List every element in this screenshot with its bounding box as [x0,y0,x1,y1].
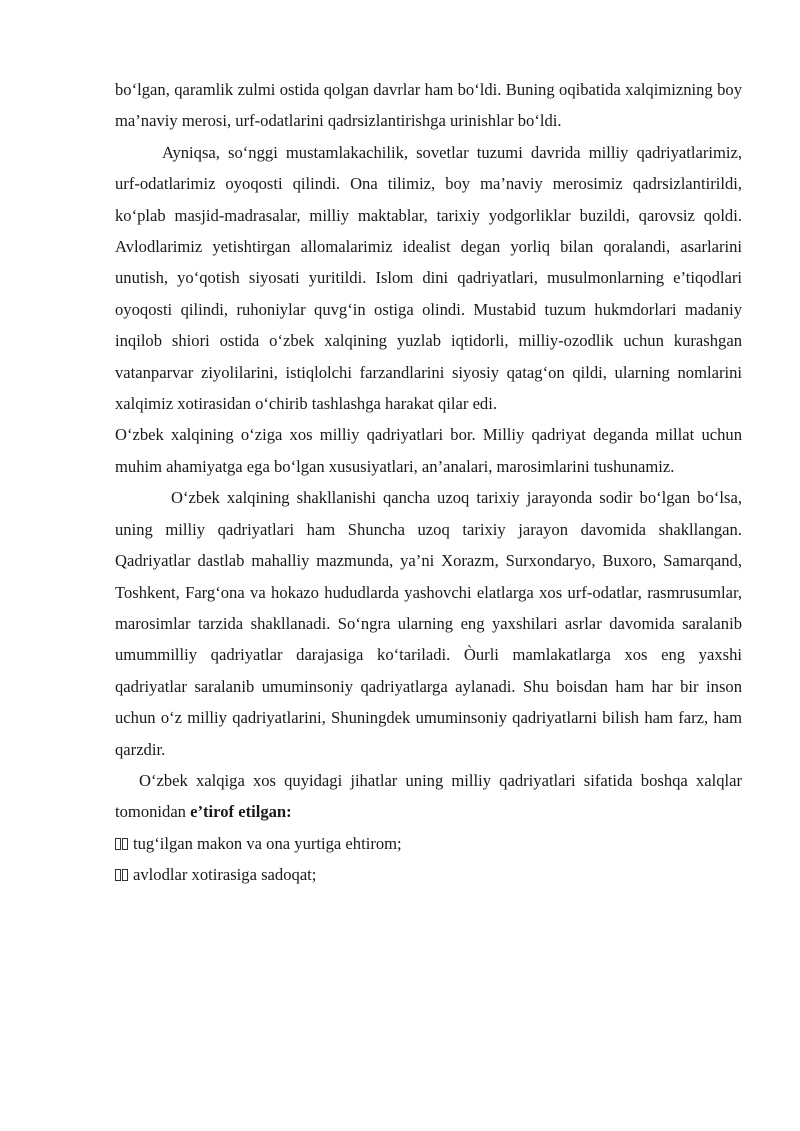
paragraph-5-text: O‘zbek xalqiga xos quyidagi jihatlar uning milliy qadriyatlari sifatida boshqa xalqlar tomonidan [115,770,742,822]
missing-glyph-icon [115,828,133,859]
paragraph-5-bold: e’tirof etilgan: [190,802,292,822]
document-page [115,74,742,891]
bullet-item-2-text: avlodlar xotirasiga sadoqat; [133,865,317,885]
bullet-item-1 [115,828,742,859]
paragraph-5 [115,765,742,828]
paragraph-2: Ayniqsa, so‘nggi mustamlakachilik, sovetlar tuzumi davrida milliy qadriyatlarimiz, urf-odatlarimiz oyoqosti qilindi. Ona tilimiz, boy ma’naviy merosimiz qadrsizlantirildi, ko‘plab masjid-madrasalar, milliy maktablar, tarixiy yodgorliklar buzildi, qarovsiz qoldi. Avlodlarimiz yetishtirgan allomalarimiz idealist degan yorliq bilan qoralandi, asarlarini unutish, yo‘qotish siyosati yuritildi. Islom dini qadriyatlari, musulmonlarning e’tiqodlari oyoqosti qilindi, ruhoniylar quvg‘in ostiga olindi. Mustabid tuzum hukmdorlari madaniy inqilob shiori ostida o‘zbek xalqining yuzlab iqtidorli, milliy-ozodlik uchun kurashgan vatanparvar ziyolilarini, istiqlolchi farzandlarini siyosiy qatag‘on qildi, ularning nomlarini xalqimiz xotirasidan o‘chirib tashlashga harakat qilar edi. [115,142,742,414]
bullet-item-1-text: tug‘ilgan makon va ona yurtiga ehtirom; [133,833,402,853]
bullet-item-2 [115,859,742,890]
paragraph-1: bo‘lgan, qaramlik zulmi ostida qolgan davrlar ham bo‘ldi. Buning oqibatida xalqimizning boy ma’naviy merosi, urf-odatlarini qadrsizlantirishga urinishlar bo‘ldi. [115,80,742,131]
paragraph-3: O‘zbek xalqining o‘ziga xos milliy qadriyatlari bor. Milliy qadriyat deganda millat uchun muhim ahamiyatga ega bo‘lgan xususiyatlari, an’analari, marosimlarini tushunamiz. [115,425,742,476]
missing-glyph-icon [115,859,133,890]
paragraph-4: O‘zbek xalqining shakllanishi qancha uzoq tarixiy jarayonda sodir bo‘lgan bo‘lsa, uning milliy qadriyatlari ham Shuncha uzoq tarixiy jarayon davomida shakllangan. Qadriyatlar dastlab mahalliy mazmunda, ya’ni Xorazm, Surxondaryo, Buxoro, Samarqand, Toshkent, Farg‘ona va hokazo hududlarda yashovchi elatlarga xos urf-odatlar, rasmrusumlar, marosimlar tarzida shakllanadi. So‘ngra ularning eng yaxshilari asrlar davomida saralanib umummilliy qadriyatlar darajasiga ko‘tariladi. Òurli mamlakatlarga xos eng yaxshi qadriyatlar saralanib umuminsoniy qadriyatlarga aylanadi. Shu boisdan ham har bir inson uchun o‘z milliy qadriyatlarini, Shuningdek umuminsoniy qadriyatlarni bilish ham farz, ham qarzdir. [115,488,742,759]
